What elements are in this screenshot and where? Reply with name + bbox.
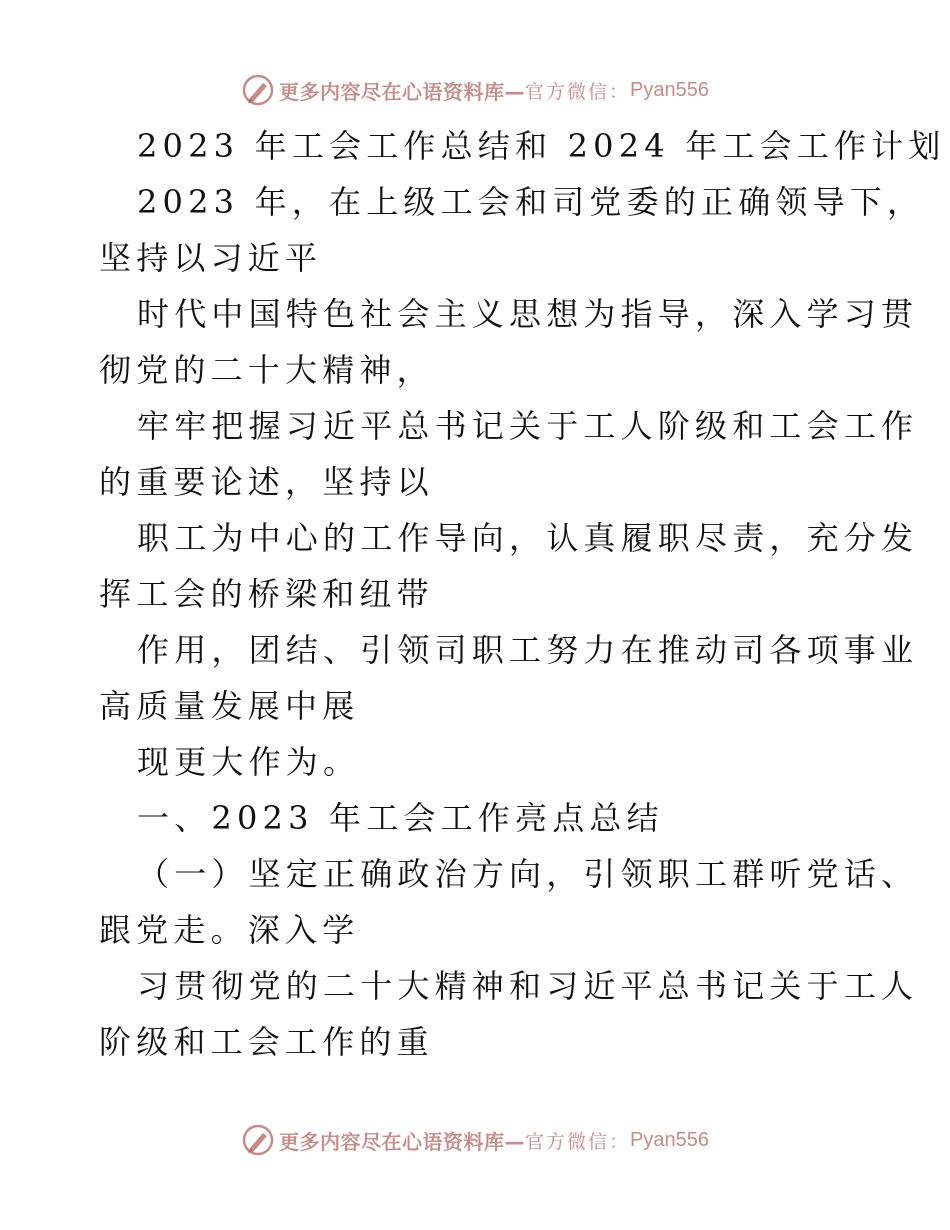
paragraph-line: 坚持以习近平 bbox=[99, 239, 323, 277]
watermark-text: 更多内容尽在心语资料库— bbox=[279, 79, 525, 104]
watermark-banner-bottom bbox=[0, 1120, 950, 1160]
watermark-wechat-label: 官方微信： bbox=[525, 1130, 631, 1153]
paragraph-line: 习贯彻党的二十大精神和习近平总书记关于工人 bbox=[137, 967, 919, 1005]
paragraph-line: 彻党的二十大精神， bbox=[99, 351, 434, 389]
paragraph-line: 挥工会的桥梁和纽带 bbox=[99, 575, 434, 613]
paragraph-line: 2023 年，在上级工会和司党委的正确领导下， bbox=[137, 183, 925, 221]
paragraph-line: 阶级和工会工作的重 bbox=[99, 1023, 434, 1061]
paragraph-line: 现更大作为。 bbox=[137, 743, 361, 781]
watermark-text: 更多内容尽在心语资料库— bbox=[279, 1129, 525, 1154]
watermark-wechat-label: 官方微信： bbox=[525, 80, 631, 103]
paragraph-line: 跟党走。深入学 bbox=[99, 911, 360, 949]
paragraph-line: 职工为中心的工作导向，认真履职尽责，充分发 bbox=[137, 519, 919, 557]
section-heading: 一、2023 年工会工作亮点总结 bbox=[137, 799, 664, 837]
paragraph-line: 高质量发展中展 bbox=[99, 687, 360, 725]
pen-logo-icon bbox=[241, 1123, 275, 1157]
document-body bbox=[99, 118, 946, 1070]
pen-logo-icon bbox=[241, 73, 275, 107]
paragraph-line: 的重要论述，坚持以 bbox=[99, 463, 434, 501]
watermark-wechat-id: Pyan556 bbox=[630, 1128, 709, 1151]
paragraph-line: 作用，团结、引领司职工努力在推动司各项事业 bbox=[137, 631, 919, 669]
paragraph-line: 牢牢把握习近平总书记关于工人阶级和工会工作 bbox=[137, 407, 919, 445]
paragraph-line: 时代中国特色社会主义思想为指导，深入学习贯 bbox=[137, 295, 919, 333]
subsection-heading: （一）坚定正确政治方向，引领职工群听党话、 bbox=[137, 855, 919, 893]
document-title: 2023 年工会工作总结和 2024 年工会工作计划 bbox=[137, 127, 946, 165]
watermark-banner-top bbox=[0, 70, 950, 110]
watermark-wechat-id: Pyan556 bbox=[630, 78, 709, 101]
